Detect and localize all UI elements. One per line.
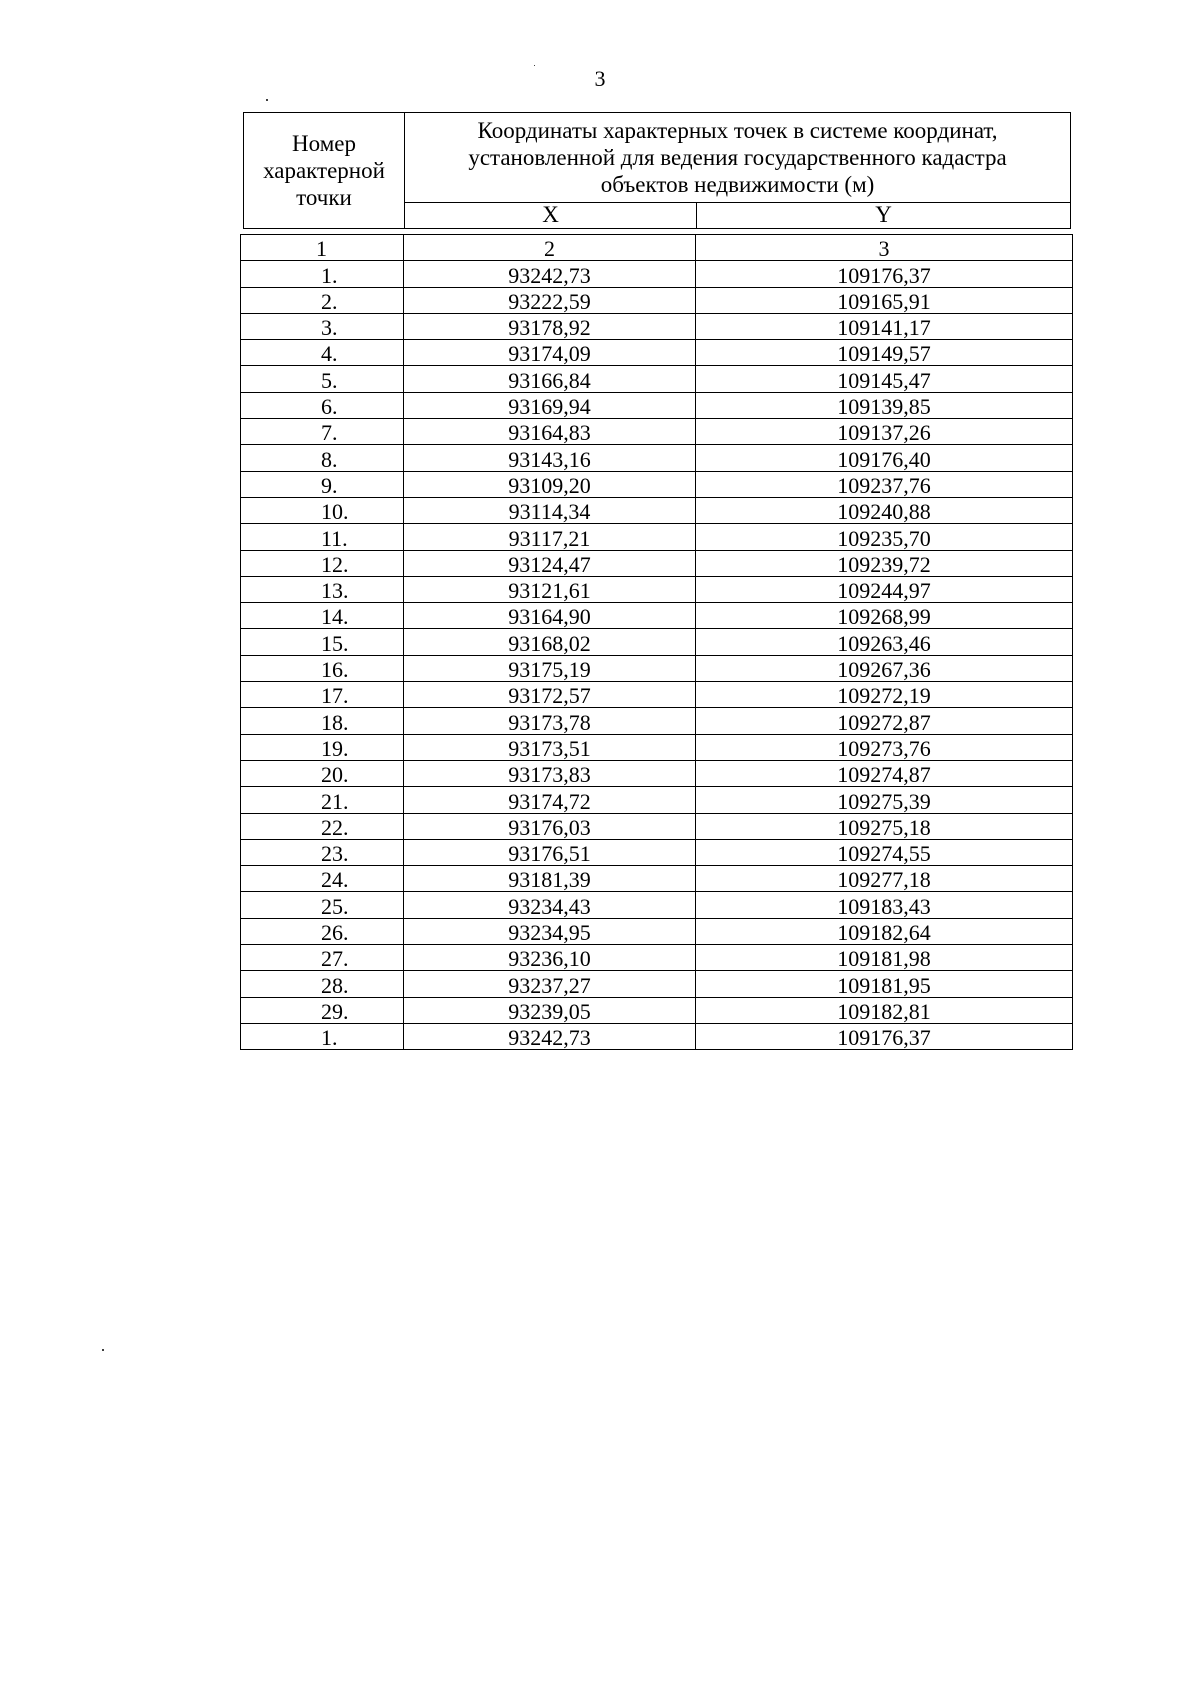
y-coordinate: 109237,76	[696, 471, 1073, 497]
point-number: 2.	[241, 287, 404, 313]
y-coordinate: 109149,57	[696, 340, 1073, 366]
table-row	[241, 471, 1073, 497]
y-coordinate: 109244,97	[696, 576, 1073, 602]
point-number: 11.	[241, 524, 404, 550]
table-row	[241, 892, 1073, 918]
point-number: 1.	[241, 261, 404, 287]
x-coordinate: 93121,61	[404, 576, 696, 602]
table-row	[241, 708, 1073, 734]
y-coordinate: 109263,46	[696, 629, 1073, 655]
y-coordinate: 109273,76	[696, 734, 1073, 760]
x-coordinate: 93164,83	[404, 419, 696, 445]
x-coordinate: 93181,39	[404, 866, 696, 892]
y-coordinate: 109272,19	[696, 682, 1073, 708]
table-row	[241, 261, 1073, 287]
column-index-row	[241, 235, 1073, 261]
y-coordinate: 109274,87	[696, 760, 1073, 786]
point-number: 3.	[241, 313, 404, 339]
table-row	[241, 945, 1073, 971]
x-coordinate: 93173,51	[404, 734, 696, 760]
y-coordinate: 109183,43	[696, 892, 1073, 918]
header-line: точки	[296, 185, 352, 210]
page-number: 3	[594, 66, 606, 91]
table-row	[241, 419, 1073, 445]
table-row	[241, 550, 1073, 576]
y-coordinate: 109165,91	[696, 287, 1073, 313]
x-coordinate: 93234,43	[404, 892, 696, 918]
header-line: объектов недвижимости (м)	[600, 171, 875, 197]
table-row	[241, 787, 1073, 813]
table-row	[241, 340, 1073, 366]
x-column-header: X	[405, 202, 697, 228]
table-row	[241, 313, 1073, 339]
point-number: 19.	[241, 734, 404, 760]
point-number: 5.	[241, 366, 404, 392]
header-line: Номер	[292, 131, 356, 156]
point-number: 7.	[241, 419, 404, 445]
header-line: характерной	[263, 158, 385, 183]
x-coordinate: 93176,03	[404, 813, 696, 839]
x-coordinate: 93173,83	[404, 760, 696, 786]
table-row	[241, 392, 1073, 418]
column-index: 2	[404, 235, 696, 261]
coordinates-system-header	[405, 113, 1071, 203]
x-coordinate: 93172,57	[404, 682, 696, 708]
point-number: 6.	[241, 392, 404, 418]
point-number: 12.	[241, 550, 404, 576]
point-number: 25.	[241, 892, 404, 918]
y-column-header: Y	[697, 202, 1071, 228]
coordinates-data-table	[240, 234, 1073, 1050]
point-number: 9.	[241, 471, 404, 497]
y-coordinate: 109181,98	[696, 945, 1073, 971]
table-row	[241, 918, 1073, 944]
column-index: 1	[241, 235, 404, 261]
point-number: 4.	[241, 340, 404, 366]
y-coordinate: 109275,39	[696, 787, 1073, 813]
y-coordinate: 109267,36	[696, 655, 1073, 681]
table-row	[241, 603, 1073, 629]
point-number: 1.	[241, 1023, 404, 1049]
table-row	[241, 734, 1073, 760]
y-coordinate: 109181,95	[696, 971, 1073, 997]
table-row	[241, 445, 1073, 471]
point-number: 20.	[241, 760, 404, 786]
y-coordinate: 109176,40	[696, 445, 1073, 471]
x-coordinate: 93174,72	[404, 787, 696, 813]
x-coordinate: 93222,59	[404, 287, 696, 313]
point-number: 29.	[241, 997, 404, 1023]
y-coordinate: 109268,99	[696, 603, 1073, 629]
y-coordinate: 109272,87	[696, 708, 1073, 734]
x-coordinate: 93237,27	[404, 971, 696, 997]
point-number-header	[244, 113, 405, 229]
table-row	[241, 655, 1073, 681]
table-row	[241, 971, 1073, 997]
x-coordinate: 93169,94	[404, 392, 696, 418]
y-coordinate: 109145,47	[696, 366, 1073, 392]
y-coordinate: 109176,37	[696, 1023, 1073, 1049]
point-number: 10.	[241, 497, 404, 523]
point-number: 26.	[241, 918, 404, 944]
y-coordinate: 109277,18	[696, 866, 1073, 892]
scan-speck	[266, 99, 268, 101]
x-coordinate: 93168,02	[404, 629, 696, 655]
table-row	[241, 997, 1073, 1023]
x-coordinate: 93166,84	[404, 366, 696, 392]
table-row	[241, 497, 1073, 523]
point-number: 8.	[241, 445, 404, 471]
point-number: 23.	[241, 839, 404, 865]
table-row	[241, 839, 1073, 865]
column-index: 3	[696, 235, 1073, 261]
x-coordinate: 93242,73	[404, 1023, 696, 1049]
point-number: 16.	[241, 655, 404, 681]
table-row	[241, 866, 1073, 892]
table-row	[241, 366, 1073, 392]
y-coordinate: 109240,88	[696, 497, 1073, 523]
table-row	[241, 1023, 1073, 1049]
scan-speck	[102, 1349, 104, 1351]
table-row	[241, 682, 1073, 708]
y-coordinate: 109139,85	[696, 392, 1073, 418]
point-number: 27.	[241, 945, 404, 971]
table-row	[241, 629, 1073, 655]
y-coordinate: 109141,17	[696, 313, 1073, 339]
point-number: 13.	[241, 576, 404, 602]
coordinates-header-table	[243, 112, 1071, 229]
y-coordinate: 109176,37	[696, 261, 1073, 287]
table-row	[241, 524, 1073, 550]
x-coordinate: 93236,10	[404, 945, 696, 971]
x-coordinate: 93242,73	[404, 261, 696, 287]
table-row	[241, 760, 1073, 786]
scan-speck	[534, 65, 535, 66]
x-coordinate: 93175,19	[404, 655, 696, 681]
y-coordinate: 109235,70	[696, 524, 1073, 550]
point-number: 17.	[241, 682, 404, 708]
table-row	[241, 576, 1073, 602]
x-coordinate: 93173,78	[404, 708, 696, 734]
y-coordinate: 109239,72	[696, 550, 1073, 576]
table-row	[241, 287, 1073, 313]
x-coordinate: 93239,05	[404, 997, 696, 1023]
table-row	[241, 813, 1073, 839]
point-number: 21.	[241, 787, 404, 813]
point-number: 14.	[241, 603, 404, 629]
x-coordinate: 93114,34	[404, 497, 696, 523]
x-coordinate: 93117,21	[404, 524, 696, 550]
point-number: 22.	[241, 813, 404, 839]
point-number: 15.	[241, 629, 404, 655]
x-coordinate: 93164,90	[404, 603, 696, 629]
x-coordinate: 93176,51	[404, 839, 696, 865]
header-line: установленной для ведения государственного кадастра	[468, 144, 1007, 170]
header-line: Координаты характерных точек в системе координат,	[477, 117, 998, 143]
x-coordinate: 93143,16	[404, 445, 696, 471]
x-coordinate: 93124,47	[404, 550, 696, 576]
x-coordinate: 93234,95	[404, 918, 696, 944]
y-coordinate: 109275,18	[696, 813, 1073, 839]
point-number: 28.	[241, 971, 404, 997]
y-coordinate: 109182,81	[696, 997, 1073, 1023]
x-coordinate: 93178,92	[404, 313, 696, 339]
y-coordinate: 109137,26	[696, 419, 1073, 445]
point-number: 18.	[241, 708, 404, 734]
x-coordinate: 93109,20	[404, 471, 696, 497]
y-coordinate: 109274,55	[696, 839, 1073, 865]
x-coordinate: 93174,09	[404, 340, 696, 366]
point-number: 24.	[241, 866, 404, 892]
y-coordinate: 109182,64	[696, 918, 1073, 944]
